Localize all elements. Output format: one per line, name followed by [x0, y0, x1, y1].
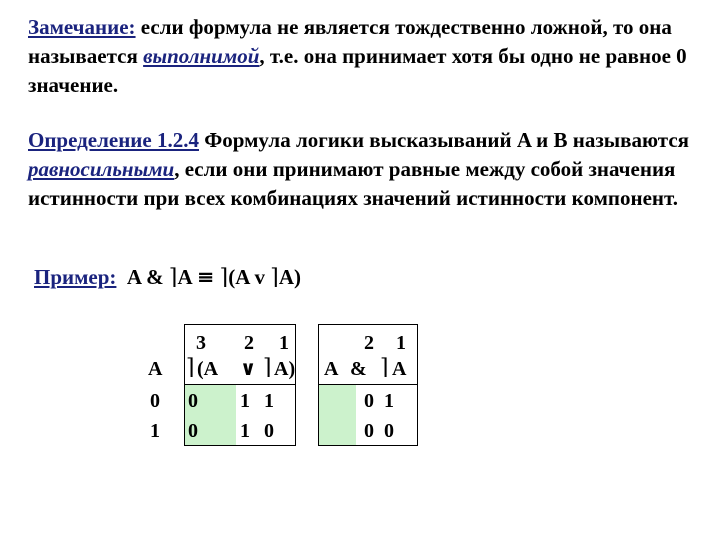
- table-cell-a: 0: [150, 390, 160, 412]
- eval-order: 1: [279, 332, 289, 354]
- example-rhs-b: A): [278, 265, 301, 289]
- table-cell-f1: 1: [240, 390, 250, 412]
- f1-expr-part: A): [274, 358, 296, 380]
- example-formula: [34, 262, 301, 293]
- negation-symbol: ⌉: [270, 265, 279, 290]
- header-divider: [318, 384, 418, 385]
- column-header-a: A: [148, 358, 163, 380]
- header-divider: [184, 384, 296, 385]
- definition-text-1: Формула логики высказываний A и B называются: [198, 128, 690, 152]
- negation-symbol: ⌉: [219, 265, 229, 290]
- negation-symbol: ⌉: [380, 355, 389, 380]
- remark-text-1: если формула не является тождественно ложной, то она называется: [28, 15, 672, 68]
- remark-text-2: , т.е. она принимает хотя бы одно не равное 0 значение.: [28, 44, 687, 97]
- definition-term: равносильными: [28, 157, 175, 181]
- table-cell-f2: 1: [384, 390, 394, 412]
- table-cell-a: 1: [150, 420, 160, 442]
- table-cell-f1: 0: [188, 390, 198, 412]
- f2-expr-part: A: [392, 358, 407, 380]
- eval-order: 1: [396, 332, 406, 354]
- negation-symbol: ⌉: [263, 355, 272, 380]
- example-rhs-a: (A v: [228, 265, 265, 289]
- definition-text-2: , если они принимают равные между собой значения истинности при всех комбинациях значений истинности компонент.: [28, 157, 678, 210]
- remark-header: Замечание:: [28, 15, 136, 39]
- negation-symbol: ⌉: [168, 265, 178, 290]
- definition-paragraph: [28, 126, 698, 213]
- table-cell-f2: 0: [384, 420, 394, 442]
- eval-order: 2: [244, 332, 254, 354]
- conjunction-symbol: &: [350, 358, 367, 380]
- example-lhs-a: A &: [126, 265, 164, 289]
- definition-header: Определение 1.2.4: [28, 128, 199, 152]
- f2-expr-part: A: [324, 358, 339, 380]
- negation-symbol: ⌉: [186, 355, 195, 380]
- f1-expr-part: (A: [197, 358, 219, 380]
- table-cell-f1: 0: [188, 420, 198, 442]
- example-label: Пример:: [34, 265, 117, 289]
- table-cell-f1: 1: [264, 390, 274, 412]
- table-cell-f2: 0: [364, 390, 374, 412]
- table-cell-f2: 0: [364, 420, 374, 442]
- disjunction-symbol: ∨: [240, 358, 257, 380]
- table-cell-f1: 0: [264, 420, 274, 442]
- table-cell-f1: 1: [240, 420, 250, 442]
- remark-paragraph: [28, 13, 698, 100]
- equivalence-symbol: ≡: [196, 264, 215, 289]
- remark-term: выполнимой: [143, 44, 260, 68]
- eval-order: 3: [196, 332, 206, 354]
- eval-order: 2: [364, 332, 374, 354]
- example-lhs-b: A: [177, 265, 192, 289]
